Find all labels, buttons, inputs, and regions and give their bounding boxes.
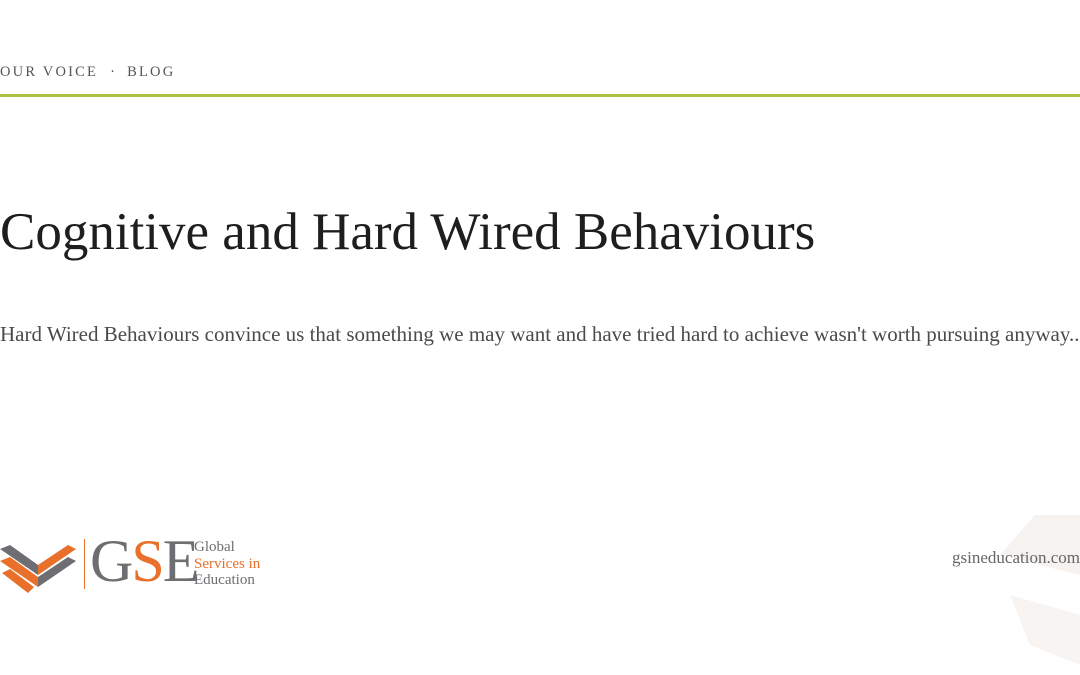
gse-logo[interactable]	[0, 528, 290, 595]
logo-divider	[84, 539, 85, 589]
book-chevron-icon	[0, 539, 78, 593]
logo-line-education: Education	[194, 572, 255, 588]
logo-letter-g: G	[90, 528, 132, 594]
breadcrumb-separator: ·	[110, 64, 118, 80]
logo-line-global: Global	[194, 539, 235, 555]
breadcrumb-blog-link[interactable]: BLOG	[127, 64, 176, 80]
article-summary: Hard Wired Behaviours convince us that something we may want and have tried hard to achieve wasn't worth pursuing anyway..	[0, 322, 1080, 346]
breadcrumb-our-voice-link[interactable]: OUR VOICE	[0, 64, 99, 80]
decorative-watermark	[960, 515, 1080, 675]
site-url[interactable]: gsineducation.com	[952, 548, 1080, 567]
logo-line-services: Services in	[194, 555, 261, 572]
page-title: Cognitive and Hard Wired Behaviours	[0, 203, 816, 261]
breadcrumb	[0, 64, 175, 81]
logo-wordmark	[194, 539, 260, 589]
accent-divider	[0, 94, 1080, 97]
logo-letter-s: S	[131, 528, 163, 594]
logo-letter-e: E	[162, 528, 198, 594]
logo-letters	[90, 528, 198, 594]
